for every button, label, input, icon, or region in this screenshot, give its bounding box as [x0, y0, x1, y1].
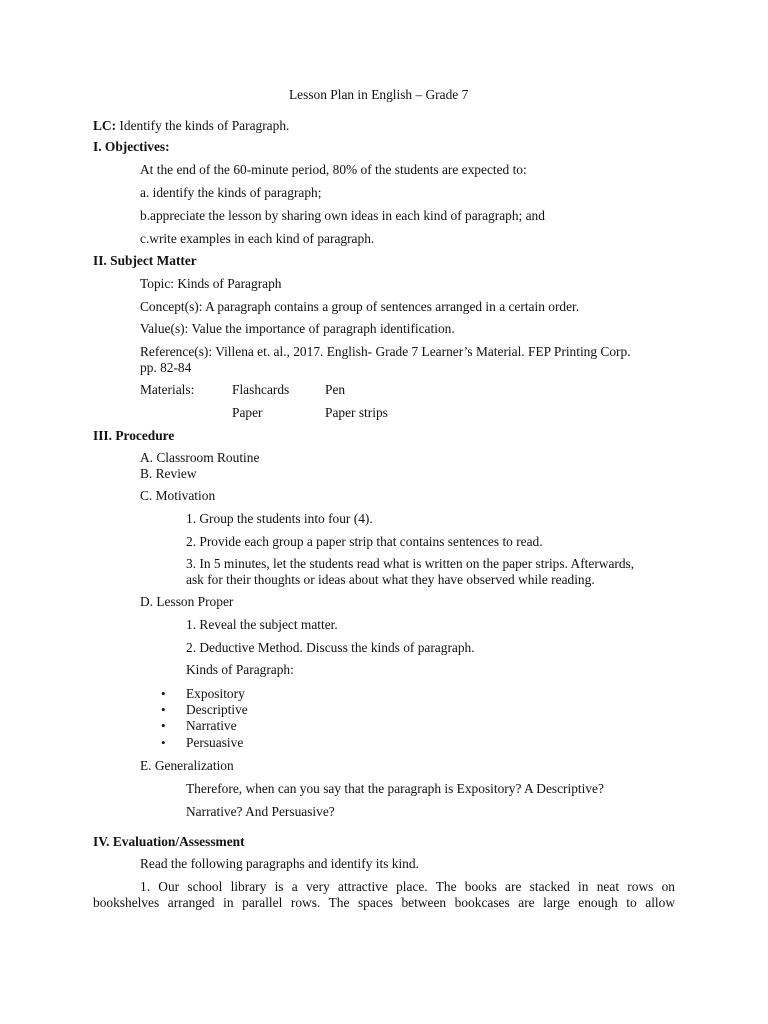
- evaluation-paragraph-line: 1. Our school library is a very attractive place. The books are stacked in neat rows on: [140, 879, 675, 894]
- learning-competency: [93, 118, 289, 134]
- objective-item: b.appreciate the lesson by sharing own ideas in each kind of paragraph; and: [140, 208, 545, 223]
- concepts-line: Concept(s): A paragraph contains a group of sentences arranged in a certain order.: [140, 299, 580, 314]
- material-item: Paper: [232, 405, 263, 420]
- kind-item: Descriptive: [186, 702, 248, 717]
- reference-line: Reference(s): Villena et. al., 2017. English- Grade 7 Learner’s Material. FEP Printing Corp.: [140, 344, 631, 359]
- bullet-icon: •: [161, 702, 166, 717]
- kind-item: Persuasive: [186, 735, 244, 750]
- motivation-item: ask for their thoughts or ideas about what they have observed while reading.: [186, 572, 595, 587]
- evaluation-instruction: Read the following paragraphs and identify its kind.: [140, 856, 419, 871]
- bullet-icon: •: [161, 718, 166, 733]
- lesson-item: 2. Deductive Method. Discuss the kinds of paragraph.: [186, 640, 475, 655]
- motivation-item: 1. Group the students into four (4).: [186, 511, 373, 526]
- material-item: Flashcards: [232, 382, 290, 397]
- lesson-item: Kinds of Paragraph:: [186, 662, 294, 677]
- procedure-heading: III. Procedure: [93, 428, 175, 443]
- procedure-step-a: A. Classroom Routine: [140, 450, 260, 465]
- lc-label: LC:: [93, 118, 117, 133]
- procedure-step-b: B. Review: [140, 466, 197, 481]
- kind-item: Expository: [186, 686, 245, 701]
- topic-line: Topic: Kinds of Paragraph: [140, 276, 282, 291]
- procedure-step-e: E. Generalization: [140, 758, 234, 773]
- bullet-icon: •: [161, 686, 166, 701]
- motivation-item: 3. In 5 minutes, let the students read what is written on the paper strips. Afterwards,: [186, 556, 635, 571]
- objective-item: c.write examples in each kind of paragraph.: [140, 231, 375, 246]
- document-title: Lesson Plan in English – Grade 7: [289, 87, 469, 102]
- motivation-item: 2. Provide each group a paper strip that contains sentences to read.: [186, 534, 543, 549]
- materials-label: Materials:: [140, 382, 195, 397]
- procedure-step-c: C. Motivation: [140, 488, 216, 503]
- objectives-intro: At the end of the 60-minute period, 80% of the students are expected to:: [140, 162, 527, 177]
- evaluation-heading: IV. Evaluation/Assessment: [93, 834, 245, 849]
- material-item: Pen: [325, 382, 346, 397]
- evaluation-paragraph-line: bookshelves arranged in parallel rows. The spaces between bookcases are large enough to allow: [93, 895, 675, 910]
- objective-item: a. identify the kinds of paragraph;: [140, 185, 322, 200]
- procedure-step-d: D. Lesson Proper: [140, 594, 234, 609]
- kind-item: Narrative: [186, 718, 237, 733]
- lesson-item: 1. Reveal the subject matter.: [186, 617, 338, 632]
- generalization-line: Therefore, when can you say that the paragraph is Expository? A Descriptive?: [186, 781, 604, 796]
- objectives-heading: I. Objectives:: [93, 139, 170, 154]
- lc-text: Identify the kinds of Paragraph.: [119, 118, 290, 133]
- subject-matter-heading: II. Subject Matter: [93, 253, 197, 268]
- material-item: Paper strips: [325, 405, 388, 420]
- bullet-icon: •: [161, 735, 166, 750]
- reference-pages: pp. 82-84: [140, 360, 192, 375]
- generalization-line: Narrative? And Persuasive?: [186, 804, 335, 819]
- values-line: Value(s): Value the importance of paragraph identification.: [140, 321, 455, 336]
